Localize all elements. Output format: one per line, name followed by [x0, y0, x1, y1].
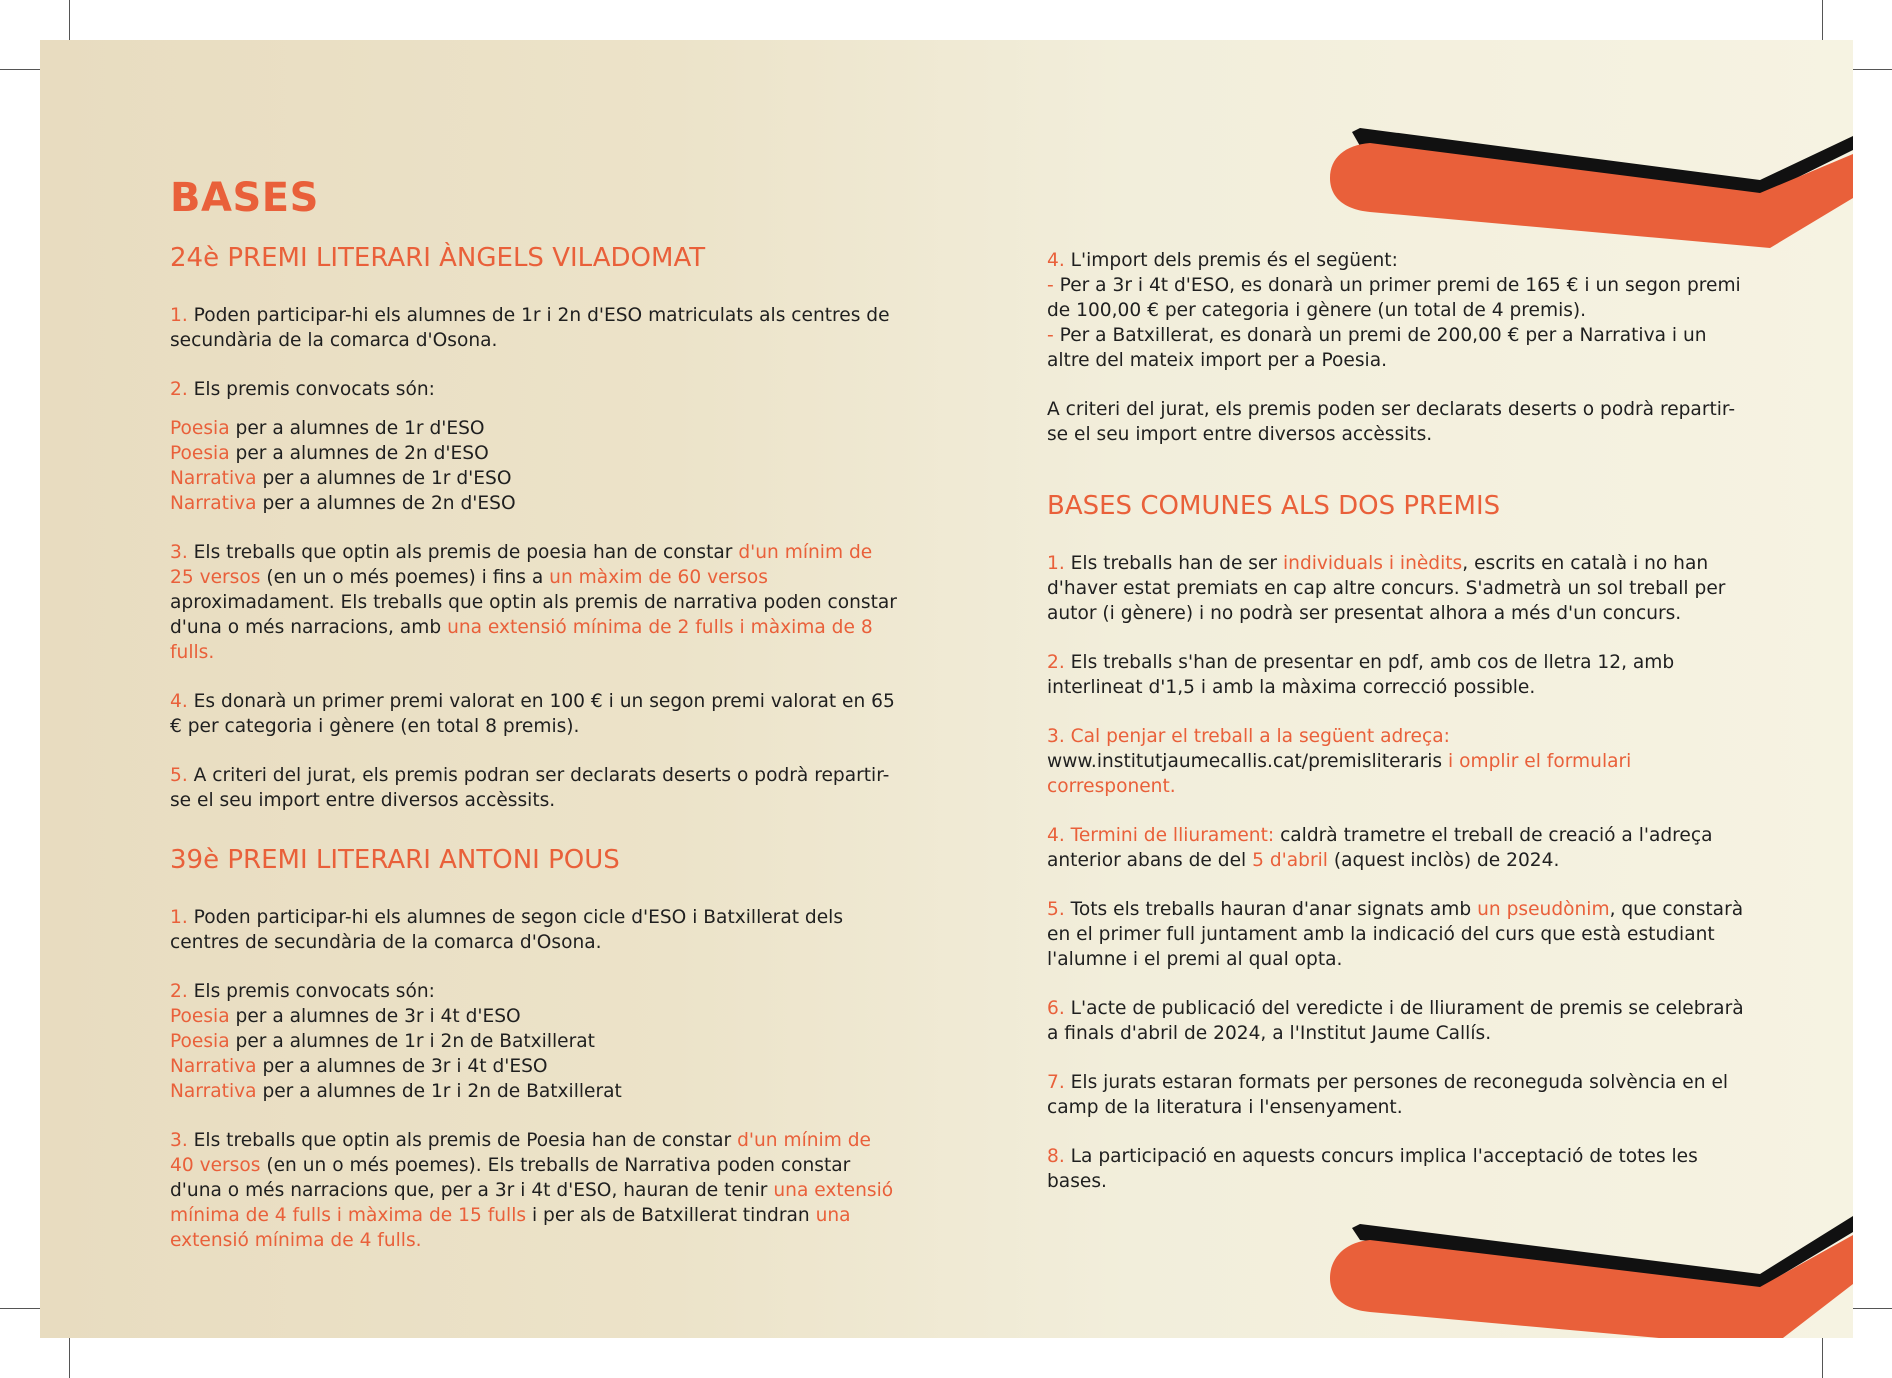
- rule-6: [1047, 996, 1747, 1046]
- rule-text: caldrà trametre el treball de creació a l'adreça anterior abans de del: [1047, 825, 1713, 871]
- highlight-text: d'un mínim de 25 versos: [170, 542, 873, 588]
- rule-text: Per a 3r i 4t d'ESO, es donarà un primer premi de 165 € i un segon premi de 100,00 € per categoria i gènere (un total de 4 premis).: [1047, 275, 1741, 321]
- rule-text: Els premis convocats són:: [193, 981, 435, 1002]
- jury-criteria: [1047, 397, 1747, 447]
- list-dash: -: [1047, 325, 1054, 346]
- rule-text: Els treballs han de ser: [1070, 553, 1278, 574]
- rule-2: [170, 979, 900, 1004]
- category-item: [170, 1004, 900, 1029]
- category-genre: Poesia: [170, 1031, 230, 1052]
- category-genre: Narrativa: [170, 493, 257, 514]
- rule-5: [170, 763, 900, 813]
- rule-text: L'acte de publicació del veredicte i de lliurament de premis se celebrarà a finals d'abril de 2024, a l'Institut Jaume Callís.: [1047, 998, 1744, 1044]
- rule-7: [1047, 1070, 1747, 1120]
- rule-text: Els treballs que optin als premis de Poesia han de constar: [193, 1130, 732, 1151]
- category-text: per a alumnes de 2n d'ESO: [235, 443, 489, 464]
- category-list: [170, 1004, 900, 1104]
- section-title-viladomat: 24è PREMI LITERARI ÀNGELS VILADOMAT: [170, 243, 706, 273]
- rule-text: L'import dels premis és el següent:: [1070, 250, 1398, 271]
- rule-number: 1.: [170, 305, 188, 326]
- category-item: [170, 416, 900, 441]
- category-item: [170, 441, 900, 466]
- rule-text: Els premis convocats són:: [193, 379, 435, 400]
- category-item: [170, 1054, 900, 1079]
- rule-text: , escrits en català i no han d'haver estat premiats en cap altre concurs. S'admetrà un sol treball per autor (i gènere) i no podrà ser presentat alhora a més d'un concurs.: [1047, 553, 1726, 624]
- highlight-text: individuals i inèdits: [1283, 553, 1463, 574]
- left-column: [170, 175, 900, 1277]
- section-title-pous: 39è PREMI LITERARI ANTONI POUS: [170, 845, 620, 875]
- rule-number: 6.: [1047, 998, 1065, 1019]
- category-genre: Poesia: [170, 418, 230, 439]
- rule-text: (aquest inclòs) de 2024.: [1333, 850, 1560, 871]
- category-item: [170, 1079, 900, 1104]
- submission-url[interactable]: www.institutjaumecallis.cat/premisliteraris: [1047, 751, 1443, 772]
- rule-1: [170, 303, 900, 353]
- category-genre: Narrativa: [170, 1081, 257, 1102]
- rule-3: [1047, 724, 1747, 799]
- rule-number: 5.: [170, 765, 188, 786]
- page-title: BASES: [170, 175, 319, 221]
- highlight-text: una extensió mínima de 4 fulls i màxima de 15 fulls: [170, 1180, 894, 1226]
- category-text: per a alumnes de 3r i 4t d'ESO: [262, 1056, 548, 1077]
- highlight-text: Cal penjar el treball a la següent adreça:: [1070, 726, 1450, 747]
- rule-text: Els treballs que optin als premis de poesia han de constar: [193, 542, 733, 563]
- rule-text: A criteri del jurat, els premis poden ser declarats deserts o podrà repartir-se el seu import entre diversos accèssits.: [1047, 399, 1736, 445]
- category-genre: Poesia: [170, 1006, 230, 1027]
- category-text: per a alumnes de 1r d'ESO: [235, 418, 485, 439]
- rule-number: 3.: [1047, 726, 1065, 747]
- category-genre: Narrativa: [170, 468, 257, 489]
- rule-1: [1047, 551, 1747, 626]
- rule-number: 8.: [1047, 1146, 1065, 1167]
- category-item: [170, 491, 900, 516]
- rule-4: [1047, 823, 1747, 873]
- highlight-text: d'un mínim de 40 versos: [170, 1130, 871, 1176]
- rule-text: Poden participar-hi els alumnes de segon cicle d'ESO i Batxillerat dels centres de secundària de la comarca d'Osona.: [170, 907, 844, 953]
- rule-number: 2.: [170, 981, 188, 1002]
- brochure-page: [40, 40, 1853, 1338]
- rule-text: (en un o més poemes). Els treballs de Narrativa poden constar d'una o més narracions que, per a 3r i 4t d'ESO, hauran de tenir: [170, 1155, 851, 1201]
- rule-number: 4.: [1047, 825, 1065, 846]
- rule-number: 4.: [170, 691, 188, 712]
- rule-number: 7.: [1047, 1072, 1065, 1093]
- section-title-common: BASES COMUNES ALS DOS PREMIS: [1047, 491, 1501, 521]
- rule-4: [170, 689, 900, 739]
- category-text: per a alumnes de 1r d'ESO: [262, 468, 512, 489]
- highlight-text: i omplir el formulari corresponent.: [1047, 751, 1632, 797]
- rule-text: aproximadament. Els treballs que optin als premis de narrativa poden constar d'una o més narracions, amb: [170, 592, 897, 638]
- rule-number: 3.: [170, 542, 188, 563]
- rule-number: 2.: [170, 379, 188, 400]
- deadline-date: 5 d'abril: [1252, 850, 1328, 871]
- category-genre: Narrativa: [170, 1056, 257, 1077]
- rule-text: Els jurats estaran formats per persones de reconeguda solvència en el camp de la literatura i l'ensenyament.: [1047, 1072, 1729, 1118]
- rule-number: 4.: [1047, 250, 1065, 271]
- rule-text: Els treballs s'han de presentar en pdf, amb cos de lletra 12, amb interlineat d'1,5 i amb la màxima correcció possible.: [1047, 652, 1675, 698]
- rule-text: (en un o més poemes) i fins a: [266, 567, 544, 588]
- category-text: per a alumnes de 1r i 2n de Batxillerat: [262, 1081, 622, 1102]
- rule-4-prize-amounts: [1047, 248, 1747, 373]
- rule-text: Per a Batxillerat, es donarà un premi de 200,00 € per a Narrativa i un altre del mateix import per a Poesia.: [1047, 325, 1707, 371]
- rule-5: [1047, 897, 1747, 972]
- rule-2: [1047, 650, 1747, 700]
- rule-number: 3.: [170, 1130, 188, 1151]
- rule-number: 2.: [1047, 652, 1065, 673]
- highlight-text: Termini de lliurament:: [1070, 825, 1275, 846]
- rule-text: Tots els treballs hauran d'anar signats amb: [1070, 899, 1472, 920]
- top-banner-decoration: [1300, 70, 1853, 260]
- highlight-text: una extensió mínima de 4 fulls.: [170, 1205, 851, 1251]
- category-list: [170, 416, 900, 516]
- category-text: per a alumnes de 2n d'ESO: [262, 493, 516, 514]
- right-column: [1047, 248, 1747, 1218]
- rule-number: 1.: [1047, 553, 1065, 574]
- category-text: per a alumnes de 3r i 4t d'ESO: [235, 1006, 521, 1027]
- list-dash: -: [1047, 275, 1054, 296]
- rule-number: 1.: [170, 907, 188, 928]
- rule-text: Es donarà un primer premi valorat en 100 € i un segon premi valorat en 65 € per categoria i gènere (en total 8 premis).: [170, 691, 895, 737]
- rule-text: La participació en aquests concurs implica l'acceptació de totes les bases.: [1047, 1146, 1698, 1192]
- rule-text: i per als de Batxillerat tindran: [531, 1205, 810, 1226]
- rule-2: [170, 377, 900, 402]
- rule-1: [170, 905, 900, 955]
- highlight-text: una extensió mínima de 2 fulls i màxima de 8 fulls.: [170, 617, 873, 663]
- category-text: per a alumnes de 1r i 2n de Batxillerat: [235, 1031, 595, 1052]
- rule-text: , que constarà en el primer full juntament amb la indicació del curs que està estudiant l'alumne i el premi al qual opta.: [1047, 899, 1744, 970]
- category-genre: Poesia: [170, 443, 230, 464]
- highlight-text: un pseudònim: [1477, 899, 1610, 920]
- rule-8: [1047, 1144, 1747, 1194]
- category-item: [170, 1029, 900, 1054]
- rule-number: 5.: [1047, 899, 1065, 920]
- rule-3: [170, 1128, 900, 1253]
- category-item: [170, 466, 900, 491]
- highlight-text: un màxim de 60 versos: [549, 567, 768, 588]
- rule-text: Poden participar-hi els alumnes de 1r i 2n d'ESO matriculats als centres de secundària de la comarca d'Osona.: [170, 305, 890, 351]
- rule-3: [170, 540, 900, 665]
- rule-text: A criteri del jurat, els premis podran ser declarats deserts o podrà repartir-se el seu import entre diversos accèssits.: [170, 765, 890, 811]
